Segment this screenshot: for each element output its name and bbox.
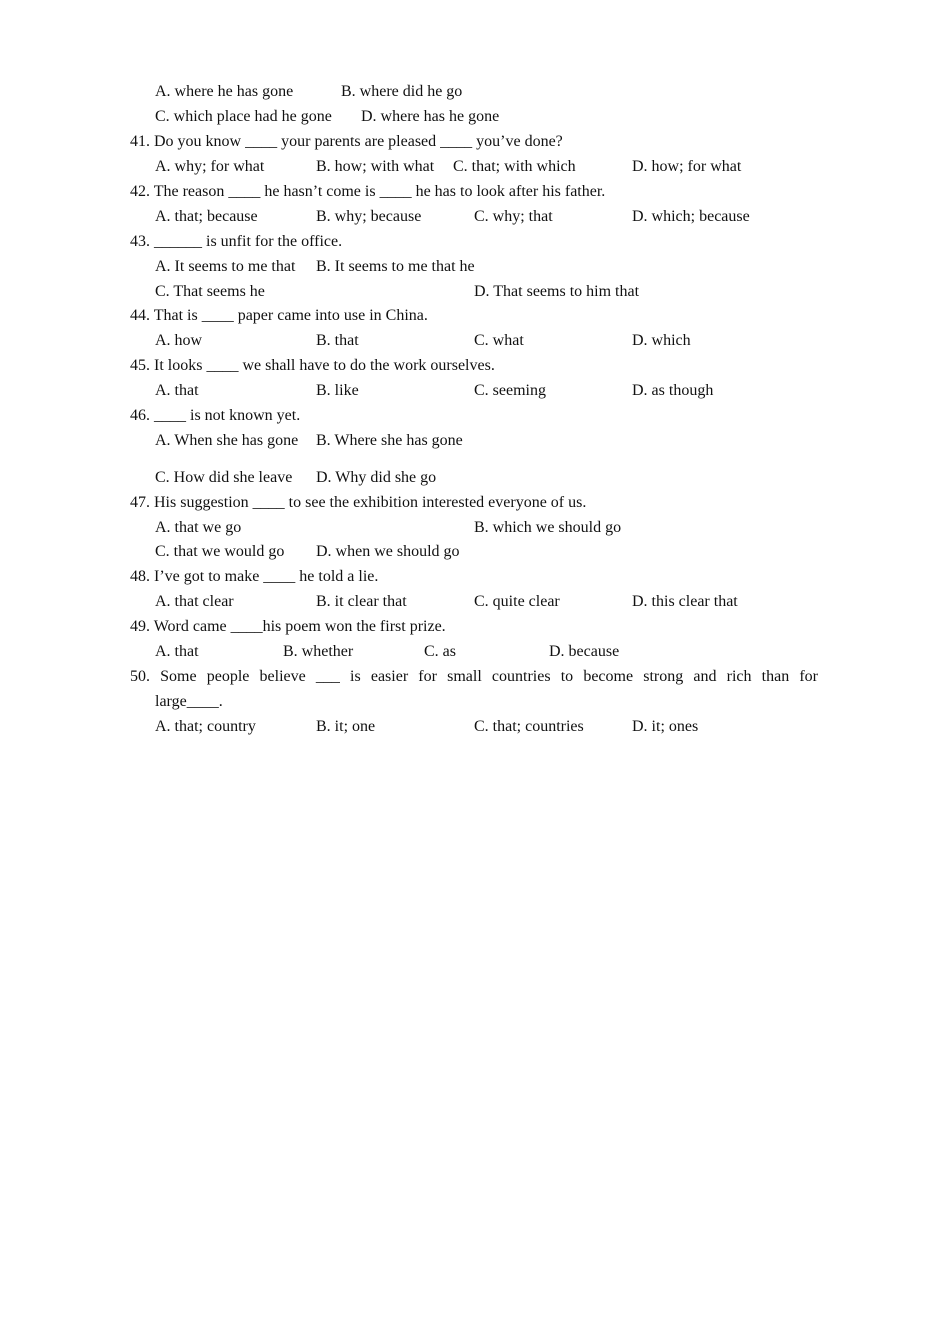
q50-stem-line2: large____. (155, 693, 223, 710)
q43-option-b: B. It seems to me that he (316, 258, 475, 275)
q43-option-d: D. That seems to him that (474, 283, 640, 300)
q49-option-a: A. that (155, 643, 199, 660)
q45-stem: 45. It looks ____ we shall have to do the work ourselves. (130, 357, 495, 374)
q41-option-a: A. why; for what (155, 158, 265, 175)
q44-option-d: D. which (632, 332, 691, 349)
q43-stem: 43. ______ is unfit for the office. (130, 233, 343, 250)
q45-option-b: B. like (316, 382, 359, 399)
q48-option-c: C. quite clear (474, 593, 560, 610)
q46-stem: 46. ____ is not known yet. (130, 407, 301, 424)
q41-option-c: C. that; with which (453, 158, 576, 175)
q42-stem: 42. The reason ____ he hasn’t come is ____ he has to look after his father. (130, 183, 606, 200)
q48-option-a: A. that clear (155, 593, 234, 610)
q40-option-c: C. which place had he gone (155, 108, 332, 125)
q40-option-a: A. where he has gone (155, 83, 294, 100)
q50-option-b: B. it; one (316, 718, 376, 735)
q50-stem-line1: 50. Some people believe ___ is easier for small countries to become strong and rich than for (130, 668, 818, 685)
q41-stem: 41. Do you know ____ your parents are pleased ____ you’ve done? (130, 133, 563, 150)
q47-option-b: B. which we should go (474, 519, 622, 536)
q43-option-c: C. That seems he (155, 283, 265, 300)
q45-option-d: D. as though (632, 382, 714, 399)
q45-option-c: C. seeming (474, 382, 546, 399)
q42-option-a: A. that; because (155, 208, 258, 225)
q46-option-a: A. When she has gone (155, 432, 299, 449)
q47-option-a: A. that we go (155, 519, 242, 536)
q43-option-a: A. It seems to me that (155, 258, 296, 275)
q50-option-a: A. that; country (155, 718, 256, 735)
q41-option-b: B. how; with what (316, 158, 435, 175)
q47-option-d: D. when we should go (316, 543, 460, 560)
q50-option-d: D. it; ones (632, 718, 699, 735)
q44-option-b: B. that (316, 332, 359, 349)
q42-option-b: B. why; because (316, 208, 422, 225)
q40-option-b: B. where did he go (341, 83, 463, 100)
q42-option-c: C. why; that (474, 208, 553, 225)
q46-option-d: D. Why did she go (316, 469, 437, 486)
q48-stem: 48. I’ve got to make ____ he told a lie. (130, 568, 379, 585)
q48-option-b: B. it clear that (316, 593, 407, 610)
q44-stem: 44. That is ____ paper came into use in China. (130, 307, 428, 324)
q44-option-c: C. what (474, 332, 524, 349)
q46-option-b: B. Where she has gone (316, 432, 463, 449)
q47-option-c: C. that we would go (155, 543, 285, 560)
q47-stem: 47. His suggestion ____ to see the exhibition interested everyone of us. (130, 494, 587, 511)
q50-option-c: C. that; countries (474, 718, 584, 735)
q49-option-d: D. because (549, 643, 620, 660)
q49-option-c: C. as (424, 643, 456, 660)
q48-option-d: D. this clear that (632, 593, 738, 610)
q49-stem: 49. Word came ____his poem won the first prize. (130, 618, 446, 635)
q41-option-d: D. how; for what (632, 158, 742, 175)
q49-option-b: B. whether (283, 643, 354, 660)
q40-option-d: D. where has he gone (361, 108, 500, 125)
q45-option-a: A. that (155, 382, 199, 399)
q42-option-d: D. which; because (632, 208, 750, 225)
q46-option-c: C. How did she leave (155, 469, 293, 486)
q44-option-a: A. how (155, 332, 203, 349)
